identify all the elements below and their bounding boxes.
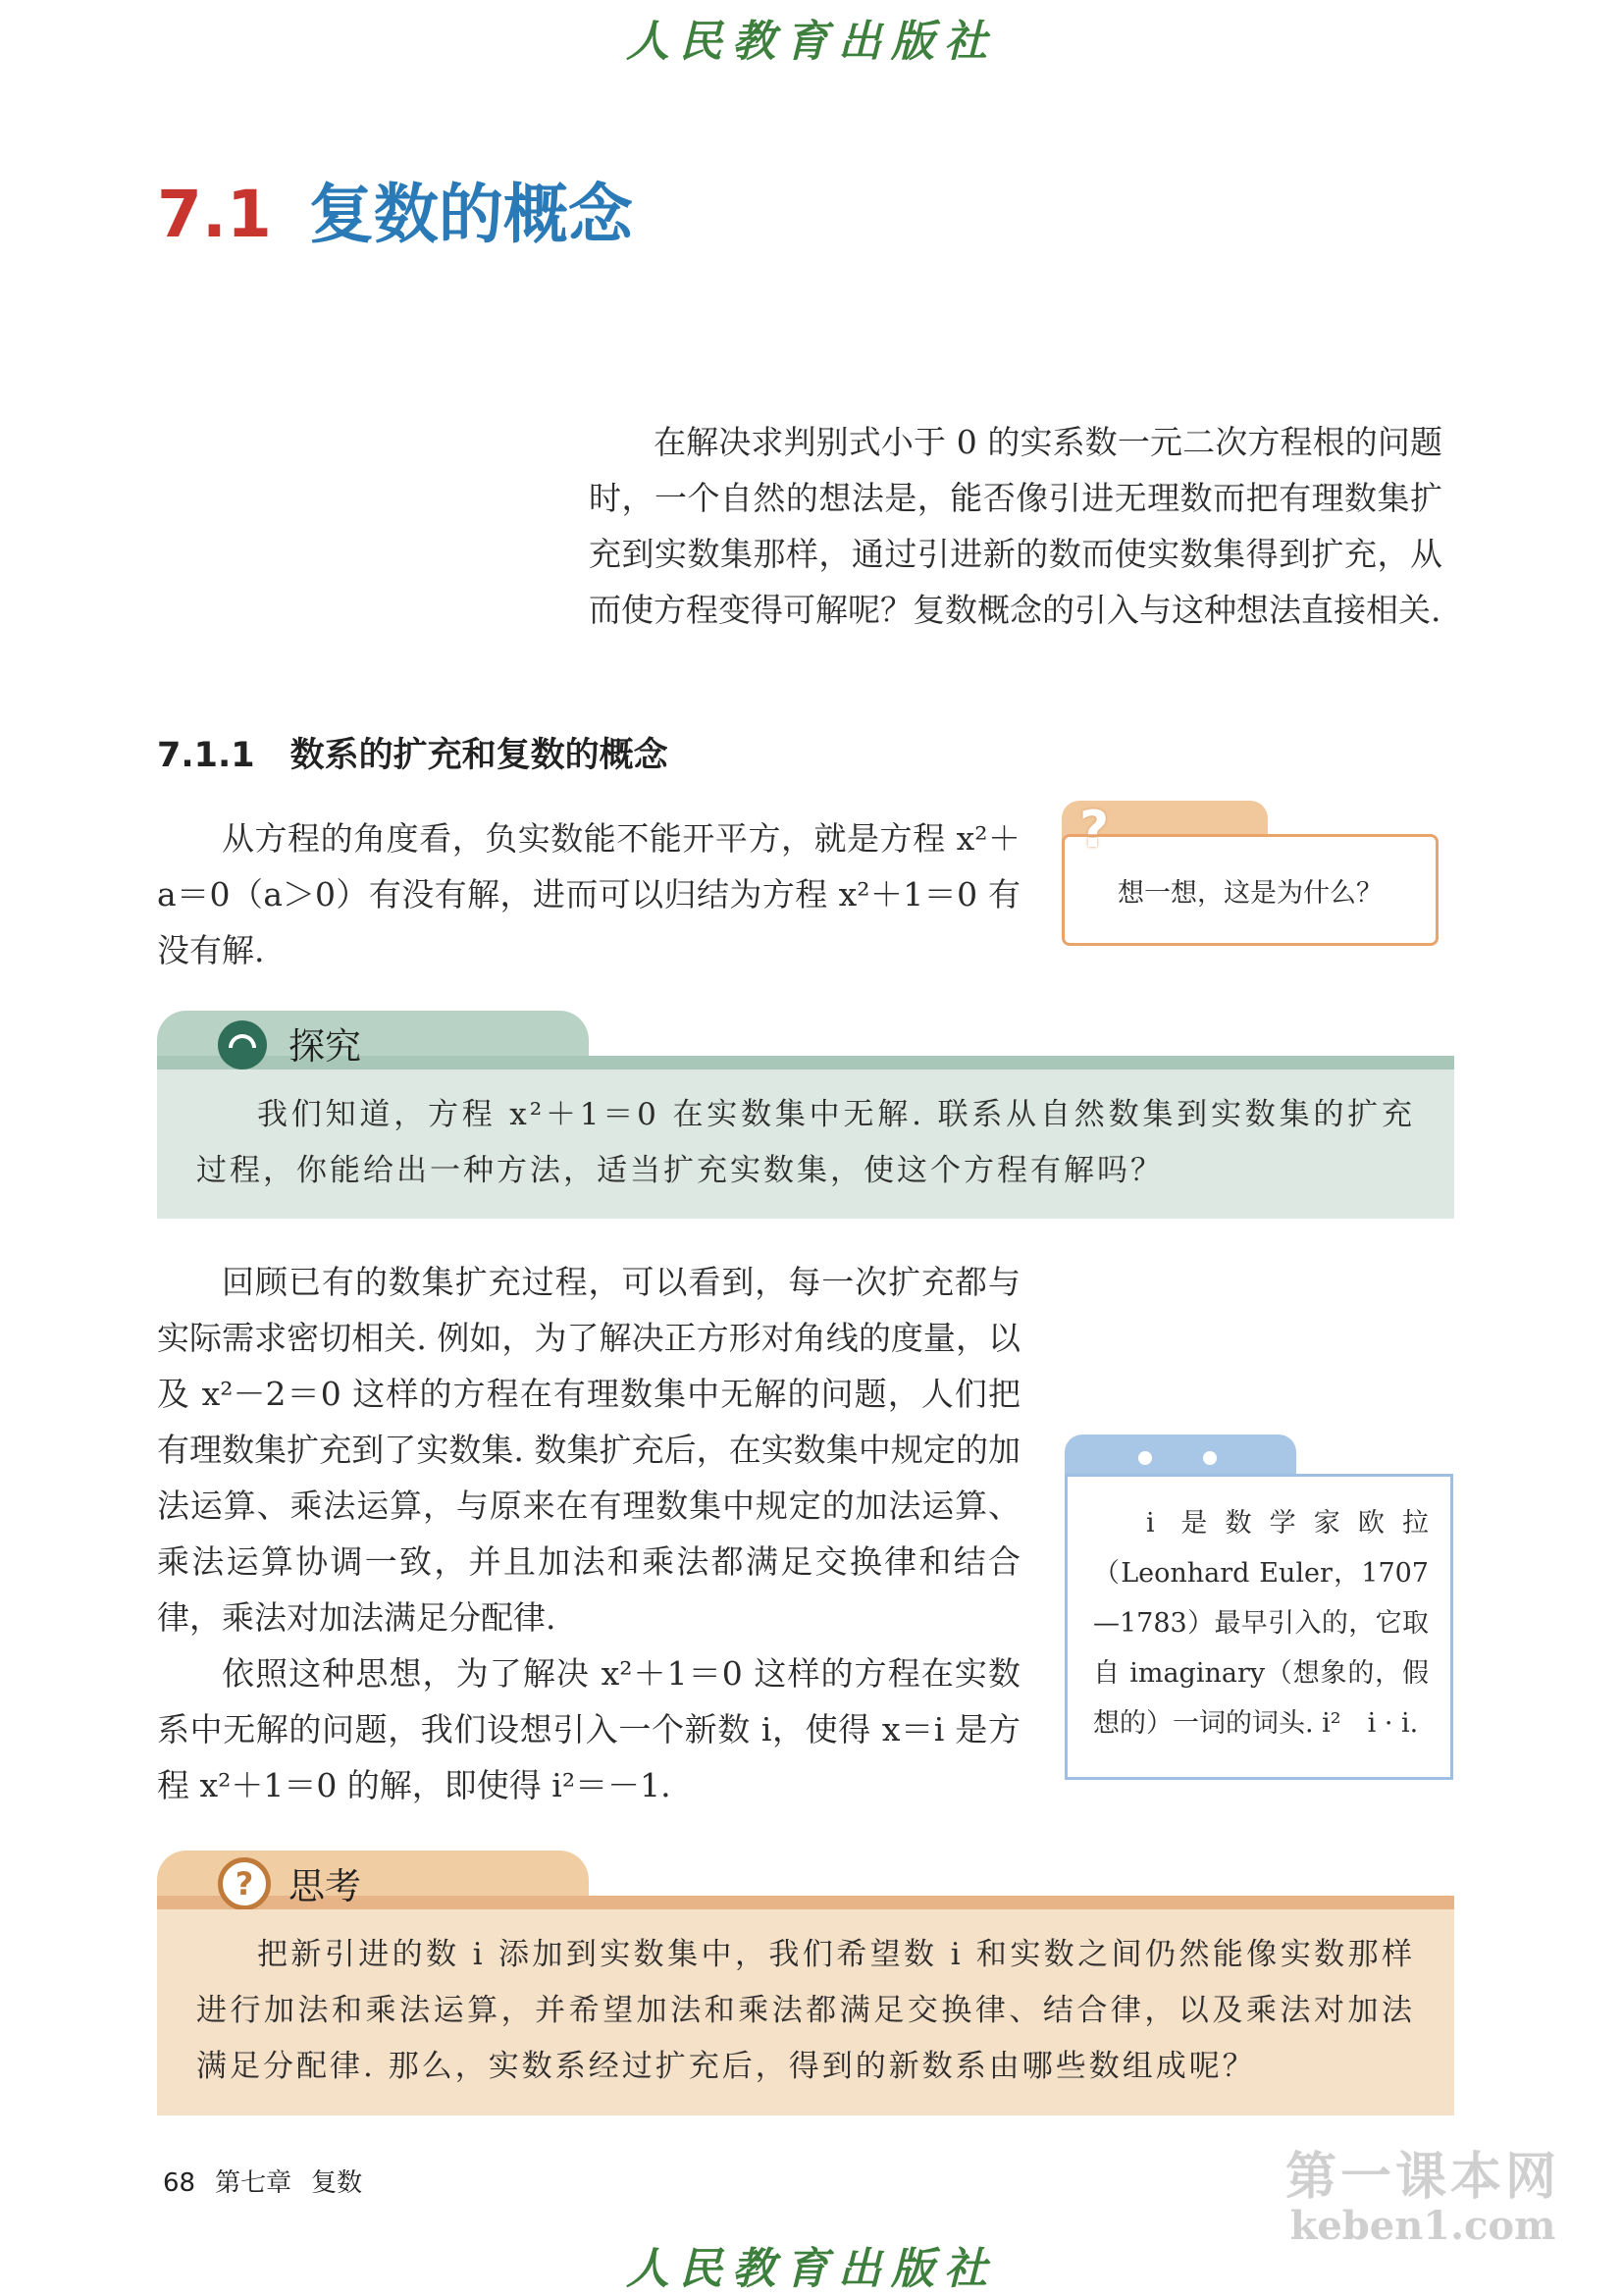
section-title: [157, 162, 633, 255]
subsection-title: [157, 728, 668, 777]
body-paragraph-2: [157, 1254, 1021, 1813]
explore-icon: [218, 1020, 267, 1070]
chapter-label: 第七章: [215, 2168, 292, 2198]
explore-box: [157, 1070, 1454, 1219]
body-paragraph-1: [157, 810, 1021, 978]
note-text: i 是数学家欧拉（Leonhard Euler，1707—1783）最早引入的，它取自 imaginary（想象的，假想的）一词的词头. i² i · i.: [1093, 1508, 1429, 1739]
intro-text: 在解决求判别式小于 0 的实系数一元二次方程根的问题时，一个自然的想法是，能否像引进无理数而把有理数集扩充到实数集那样，通过引进新的数而使实数集得到扩充，从而使方程变得可解呢？复数概念的引入与这种想法直接相关.: [589, 423, 1442, 629]
subsection-number: 7.1.1: [157, 736, 255, 775]
explore-text: 我们知道，方程 x²＋1＝0 在实数集中无解. 联系从自然数集到实数集的扩充过程，你能给出一种方法，适当扩充实数集，使这个方程有解吗？: [196, 1097, 1415, 1188]
para2-text-2: 依照这种思想，为了解决 x²＋1＝0 这样的方程在实数系中无解的问题，我们设想引入一个新数 i，使得 x＝i 是方程 x²＋1＝0 的解，即使得 i²＝－1.: [157, 1654, 1021, 1804]
para1-text: 从方程的角度看，负实数能不能开平方，就是方程 x²＋a＝0（a＞0）有没有解，进而可以归结为方程 x²＋1＝0 有没有解.: [157, 819, 1021, 969]
subsection-title-text: 数系的扩充和复数的概念: [289, 736, 668, 775]
question-mark-icon: ?: [1079, 801, 1110, 860]
watermark: [1276, 2135, 1570, 2249]
watermark-line1: 第一课本网: [1284, 2148, 1560, 2207]
note-box: [1065, 1474, 1453, 1780]
page-number: 68: [163, 2168, 196, 2198]
reflect-box: [157, 1909, 1454, 2115]
publisher-logo-top: 人民教育出版社: [626, 17, 997, 67]
note-dot-icon: [1203, 1451, 1217, 1465]
para2-text-1: 回顾已有的数集扩充过程，可以看到，每一次扩充都与实际需求密切相关. 例如，为了解决正方形对角线的度量，以及 x²－2＝0 这样的方程在有理数集中无解的问题，人们把有理数集扩充到了实数集. 数集扩充后，在实数集中规定的加法运算、乘法运算，与原来在有理数集中规定的加法运算、乘法运算协调一致，并且加法和乘法都满足交换律和结合律，乘法对加法满足分配律.: [157, 1263, 1021, 1637]
reflect-text: 把新引进的数 i 添加到实数集中，我们希望数 i 和实数之间仍然能像实数那样进行加法和乘法运算，并希望加法和乘法都满足交换律、结合律，以及乘法对加法满足分配律. 那么，实数系经过扩充后，得到的新数系由哪些数组成呢？: [196, 1937, 1415, 2084]
publisher-logo-bottom: 人民教育出版社: [626, 2244, 997, 2294]
chapter-title: 复数: [311, 2168, 363, 2198]
question-circle-icon: ?: [218, 1857, 271, 1910]
reflect-label: 思考: [288, 1865, 361, 1907]
explore-label: 探究: [288, 1025, 361, 1068]
watermark-line2: keben1.com: [1289, 2203, 1556, 2249]
page-footer: [163, 2163, 382, 2199]
note-dot-icon: [1138, 1451, 1152, 1465]
section-title-text: 复数的概念: [308, 177, 633, 252]
section-number: 7.1: [157, 177, 272, 252]
think-box: [1062, 834, 1439, 946]
think-box-text: 想一想，这是为什么？: [1118, 877, 1383, 909]
intro-paragraph: [589, 414, 1442, 638]
